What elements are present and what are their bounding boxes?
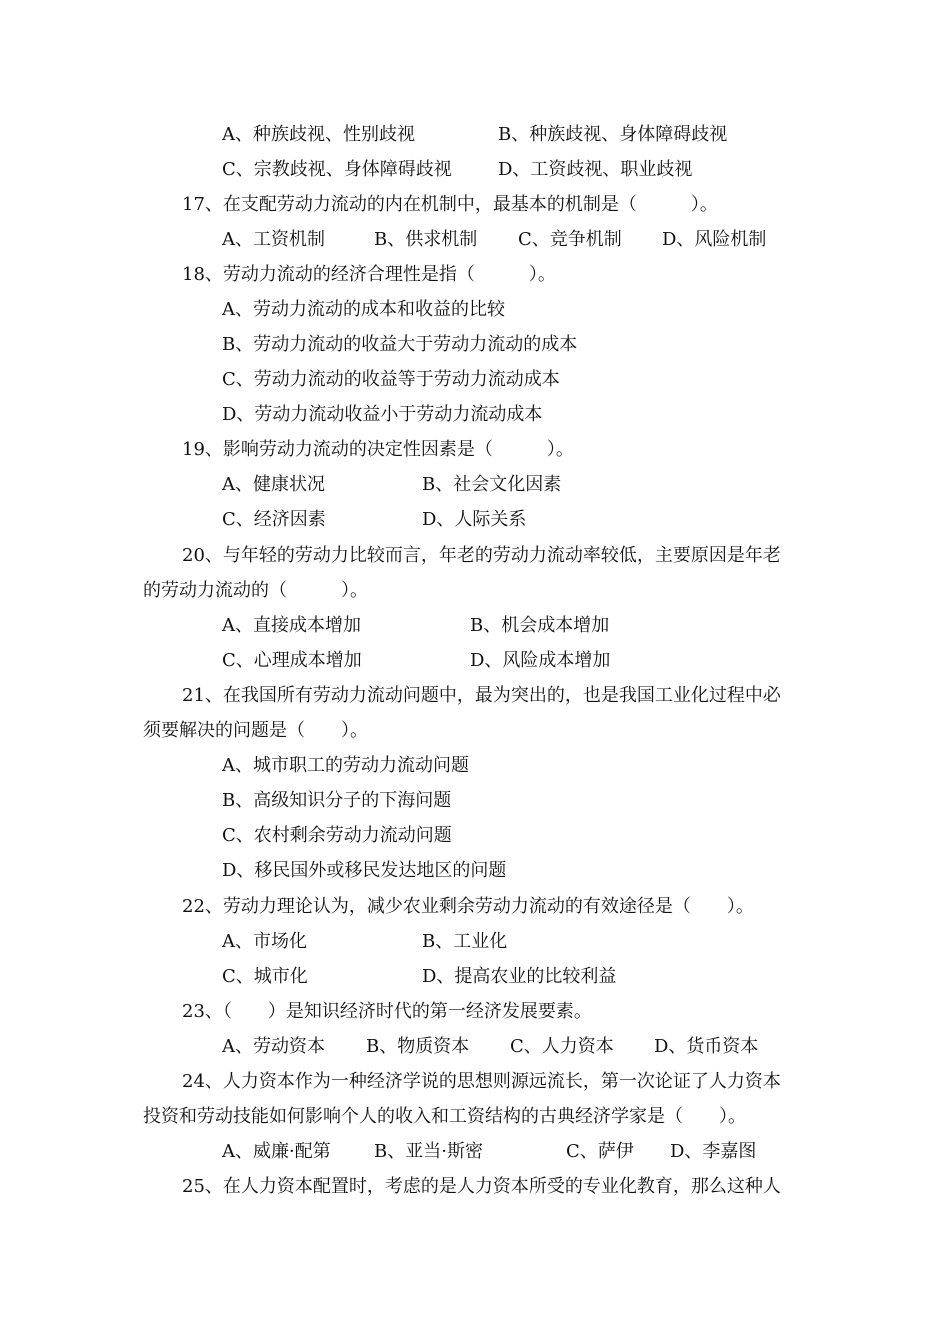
q18-stem: 18、劳动力流动的经济合理性是指（ ）。	[182, 264, 556, 285]
q16-option-d: D、工资歧视、职业歧视	[498, 159, 693, 180]
q21-stem-line1: 21、在我国所有劳动力流动问题中，最为突出的，也是我国工业化过程中必	[182, 685, 781, 706]
q17-option-b: B、供求机制	[374, 229, 478, 250]
q20-stem-line2: 的劳动力流动的（ ）。	[143, 580, 368, 601]
q18-option-a: A、劳动力流动的成本和收益的比较	[222, 299, 505, 320]
q16-option-b: B、种族歧视、身体障碍歧视	[498, 124, 728, 145]
q24-stem-line1: 24、人力资本作为一种经济学说的思想则源远流长，第一次论证了人力资本	[182, 1071, 781, 1092]
q16-option-c: C、宗教歧视、身体障碍歧视	[222, 159, 452, 180]
q20-stem-line1: 20、与年轻的劳动力比较而言，年老的劳动力流动率较低，主要原因是年老	[182, 545, 781, 566]
q19-option-d: D、人际关系	[422, 509, 527, 530]
q19-option-a: A、健康状况	[222, 474, 325, 495]
q24-option-b: B、亚当·斯密	[374, 1141, 483, 1162]
q22-option-b: B、工业化	[422, 931, 508, 952]
q24-stem-line2: 投资和劳动技能如何影响个人的收入和工资结构的古典经济学家是（ ）。	[143, 1106, 746, 1127]
q19-stem: 19、影响劳动力流动的决定性因素是（ ）。	[182, 439, 574, 460]
q17-stem: 17、在支配劳动力流动的内在机制中，最基本的机制是（ ）。	[182, 194, 718, 215]
q24-option-d: D、李嘉图	[670, 1141, 757, 1162]
q22-option-d: D、提高农业的比较利益	[422, 966, 617, 987]
q18-option-d: D、劳动力流动收益小于劳动力流动成本	[222, 404, 543, 425]
q20-option-a: A、直接成本增加	[222, 615, 361, 636]
q17-option-c: C、竞争机制	[518, 229, 622, 250]
q18-option-b: B、劳动力流动的收益大于劳动力流动的成本	[222, 334, 578, 355]
q21-option-c: C、农村剩余劳动力流动问题	[222, 825, 452, 846]
q22-stem: 22、劳动力理论认为，减少农业剩余劳动力流动的有效途径是（ ）。	[182, 896, 754, 917]
q25-stem-line1: 25、在人力资本配置时，考虑的是人力资本所受的专业化教育，那么这种人	[182, 1176, 781, 1197]
q23-option-d: D、货币资本	[654, 1036, 759, 1057]
q21-option-d: D、移民国外或移民发达地区的问题	[222, 860, 507, 881]
q18-option-c: C、劳动力流动的收益等于劳动力流动成本	[222, 369, 560, 390]
q19-option-c: C、经济因素	[222, 509, 326, 530]
q23-stem: 23、（ ）是知识经济时代的第一经济发展要素。	[182, 1001, 592, 1022]
q20-option-b: B、机会成本增加	[470, 615, 610, 636]
q24-option-a: A、威廉·配第	[222, 1141, 331, 1162]
q21-stem-line2: 须要解决的问题是（ ）。	[143, 720, 368, 741]
q23-option-c: C、人力资本	[510, 1036, 614, 1057]
q16-option-a: A、种族歧视、性别歧视	[222, 124, 415, 145]
q23-option-b: B、物质资本	[366, 1036, 470, 1057]
q17-option-a: A、工资机制	[222, 229, 325, 250]
q20-option-c: C、心理成本增加	[222, 650, 362, 671]
q22-option-a: A、市场化	[222, 931, 307, 952]
q20-option-d: D、风险成本增加	[470, 650, 611, 671]
q22-option-c: C、城市化	[222, 966, 308, 987]
q19-option-b: B、社会文化因素	[422, 474, 562, 495]
q23-option-a: A、劳动资本	[222, 1036, 325, 1057]
q24-option-c: C、萨伊	[566, 1141, 634, 1162]
q21-option-a: A、城市职工的劳动力流动问题	[222, 755, 469, 776]
q21-option-b: B、高级知识分子的下海问题	[222, 790, 452, 811]
q17-option-d: D、风险机制	[662, 229, 767, 250]
